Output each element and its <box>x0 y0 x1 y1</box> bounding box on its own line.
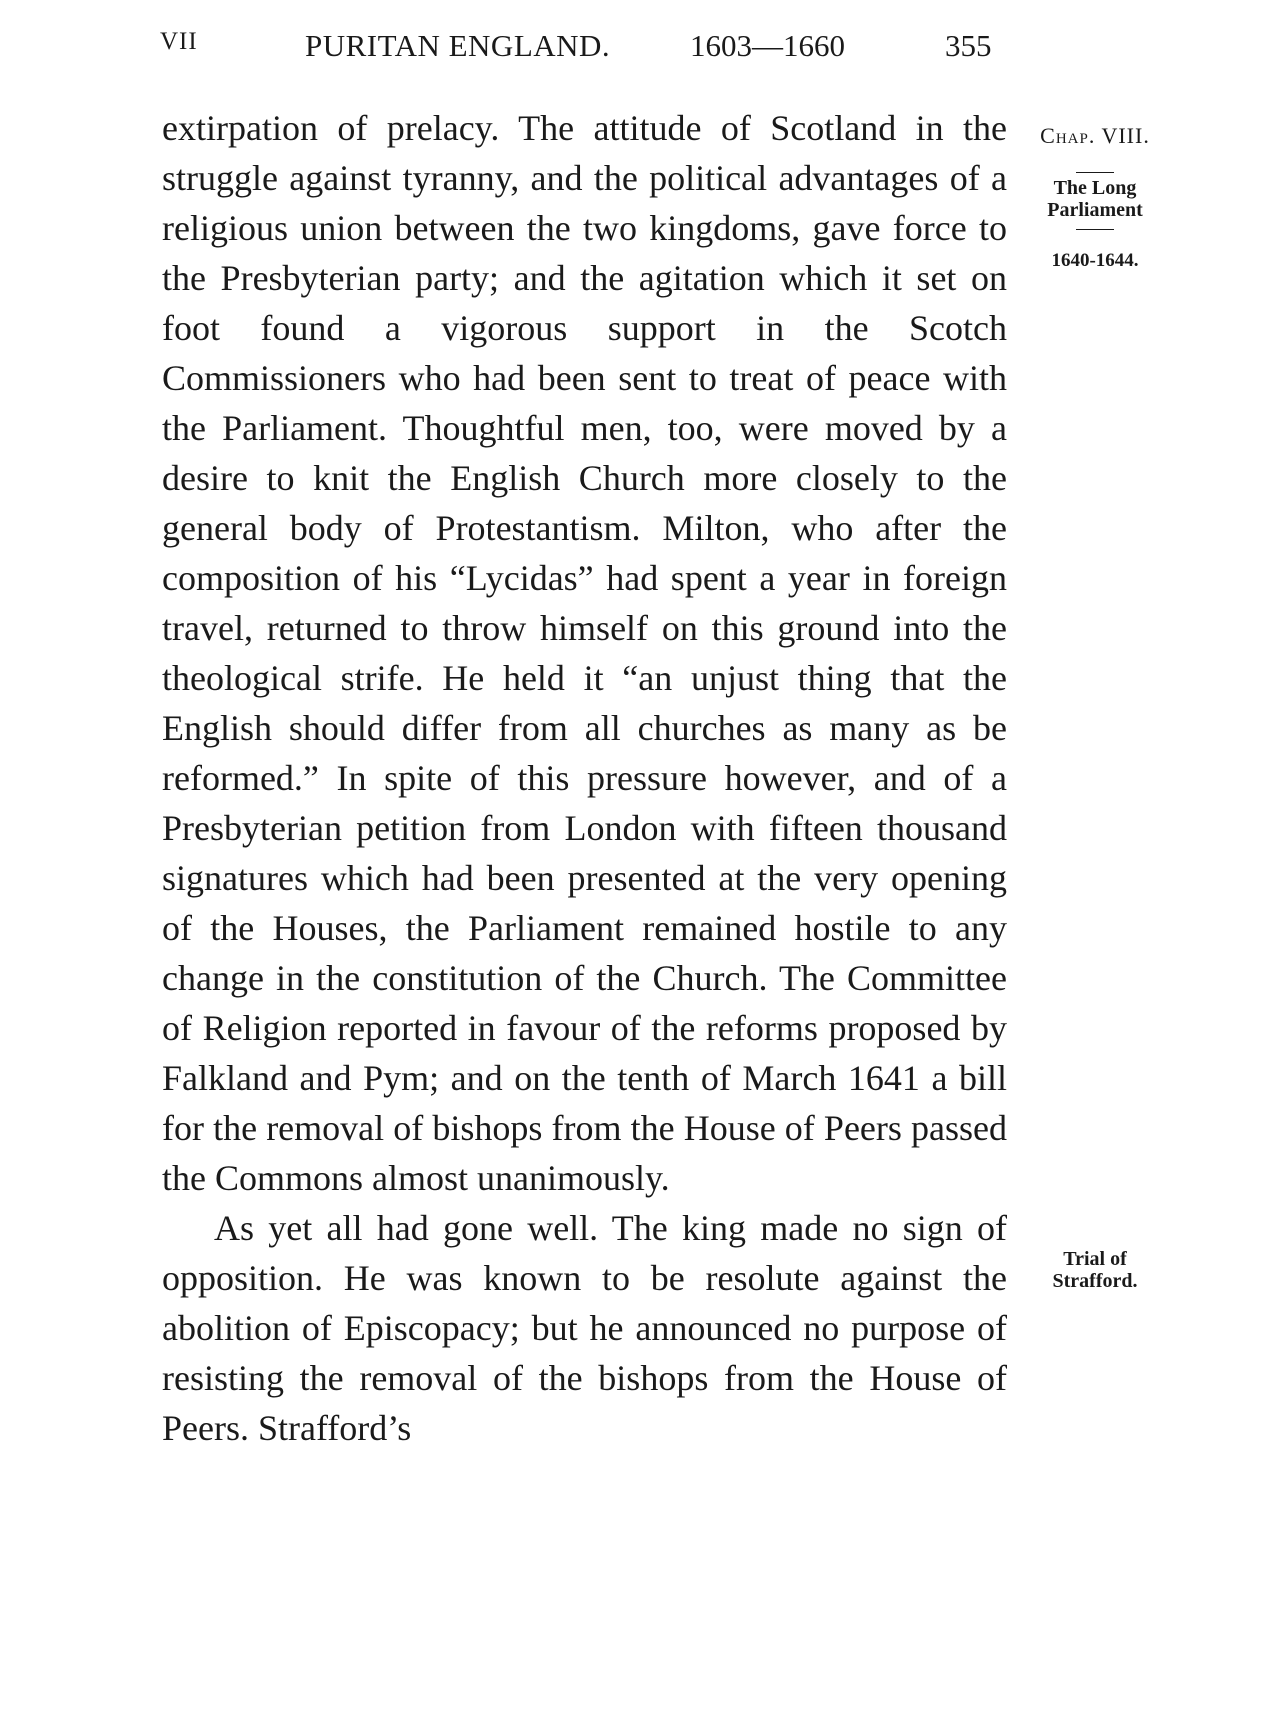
margin-topic-trial-of-strafford: Trial of Strafford. <box>1052 1248 1138 1292</box>
paragraph-as-yet: As yet all had gone well. The king made no sign of opposition. He was known to be resolute against the abolition of Episcopacy; but he announced no purpose of resisting the removal of the bishops from the House of Peers. Strafford’s <box>162 1208 1007 1448</box>
margin-section-label: The Long Parliament <box>1020 172 1170 230</box>
paragraph-extirpation: extirpation of prelacy. The attitude of Scotland in the struggle against tyranny, and the political advantages of a religious union between the two kingdoms, gave force to the Presbyterian party; and the agitation which it set on foot found a vigorous support in the Scotch Commissioners who had been sent to treat of peace with the Parliament. Thoughtful men, too, were moved by a desire to knit the English Church more closely to the general body of Protestantism. Milton, who after the composition of his “Lycidas” had spent a year in foreign travel, returned to throw himself on this ground into the theological strife. He held it “an unjust thing that the English should differ from all churches as many as be reformed.” In spite of this pressure however, and of a Presbyterian petition from London with fifteen thousand signatures which had been presented at the very opening of the Houses, the Parliament remained hostile to any change in the constitution of the Church. The Committee of Religion reported in favour of the reforms proposed by Falkland and Pym; and on the tenth of March 1641 a bill for the removal of bishops from the House of Peers passed the Commons almost unanimously. <box>162 108 1007 1198</box>
header-book-title: PURITAN ENGLAND. <box>305 28 611 63</box>
header-years: 1603—1660 <box>690 28 845 63</box>
page-number: 355 <box>945 28 992 63</box>
main-text <box>162 103 1007 1453</box>
running-header <box>160 28 1010 72</box>
header-chapter-numeral: VII <box>160 28 198 55</box>
margin-chapter-label: Chap. VIII. <box>1040 123 1150 148</box>
margin-dates-label: 1640-1644. <box>1051 250 1139 271</box>
